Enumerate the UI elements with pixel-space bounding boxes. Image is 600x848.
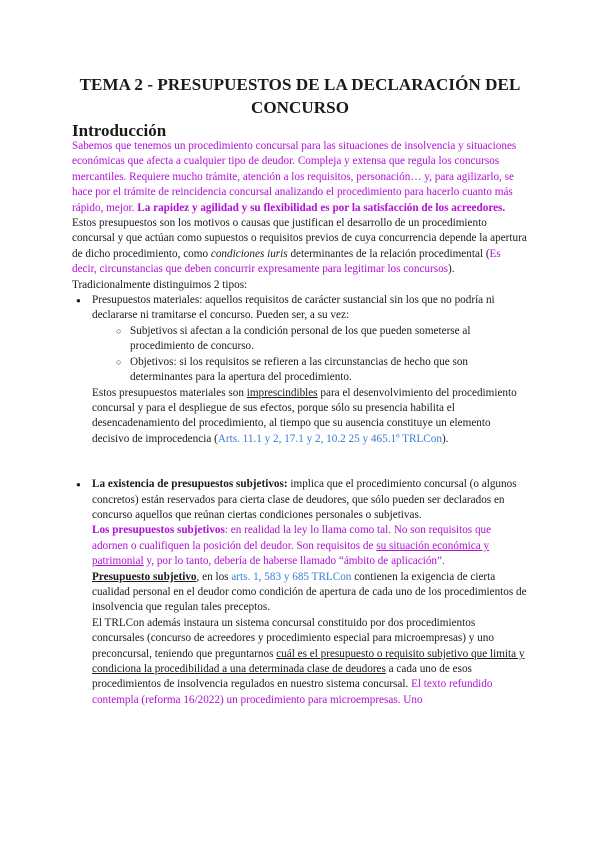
list-item-subjetivos xyxy=(72,477,528,708)
materiales-article-refs: Arts. 11.1 y 2, 17.1 y 2, 10.2 25 y 465.1º TRLCon xyxy=(217,432,442,445)
trlcon-text-a: El TRLCon además instaura un sistema concursal constituido por dos procedimientos concursales (concurso de acreedores y procedimiento especial para microempresas) y uno preconcursal, teniendo que preguntarnos xyxy=(92,616,494,660)
spacer xyxy=(72,462,528,477)
subjetivos-magenta-underline: su situación económica y patrimonial xyxy=(92,539,490,568)
subjetivos-magenta-text-a: : en realidad la ley lo llama como tal. No son requisitos que adornen o cualifiquen la posición del deudor. Son requisitos de xyxy=(92,524,492,552)
list-item-materiales xyxy=(72,293,528,385)
section-heading: Introducción xyxy=(72,121,167,140)
presupuesto-subjetivo-text-b: contienen la exigencia de cierta cualidad personal en el deudor como condición de apertura de cada uno de los procedimientos de insolvencia que regulan tales preceptos. xyxy=(92,570,527,614)
sub-item-objetivos: ○ Objetivos: si los requisitos se refieren a las circunstancias de hecho que son determinantes para la apertura del procedimiento. xyxy=(92,355,528,386)
subjetivos-magenta-text-b: y, por lo tanto, debería de haberse llamado “ámbito de aplicación”. xyxy=(143,555,445,568)
bullet2-lead-text: implica que el procedimiento concursal (o algunos concretos) están reservados para cierta clase de deudores, que sólo pueden ser declarados en concurso aquellos que reúnan ciertas condiciones personales o subjetivas. xyxy=(92,478,517,521)
intro-magenta-text: Sabemos que tenemos un procedimiento concursal para las situaciones de insolvencia y situaciones económicas que afecta a cualquier tipo de deudor. Compleja y extensa que regula los concursos mercantiles. Requiere mucho trámite, atención a los requisitos, personación… y, para agilizarlo, se hace por el trámite de reincidencia concursal analizando el procedimiento para hacerlo cuanto más rápido, mejor. xyxy=(72,140,517,214)
intro-p2-italic: condiciones iuris xyxy=(210,247,288,260)
intro-p2-text-c: ). xyxy=(448,263,455,276)
intro-paragraph-2 xyxy=(72,216,528,278)
bullet-list xyxy=(72,293,528,385)
sub-list xyxy=(92,324,528,386)
bullet-list-2 xyxy=(72,477,528,708)
page-title: TEMA 2 - PRESUPUESTOS DE LA DECLARACIÓN DEL CONCURSO xyxy=(79,75,521,117)
intro-p2-magenta: Es decir, circunstancias que deben concurrir expresamente para legitimar los concursos xyxy=(72,247,501,276)
subjetivos-magenta-bold: Los presupuestos subjetivos xyxy=(92,524,225,537)
trlcon-text-b: a cada uno de esos procedimientos de insolvencia regulados en nuestro sistema concursal. xyxy=(92,663,472,691)
presupuesto-subjetivo-refs: arts. 1, 583 y 685 TRLCon xyxy=(231,570,352,583)
presupuesto-subjetivo-text-a: , en los xyxy=(196,570,232,583)
intro-p2-text-b: determinantes de la relación procedimental ( xyxy=(287,247,490,260)
presupuesto-subjetivo-paragraph xyxy=(92,570,528,616)
trlcon-paragraph xyxy=(92,616,528,708)
trlcon-magenta: El texto refundido contempla (reforma 16/2022) un procedimiento para microempresas. Uno xyxy=(92,678,493,706)
intro-paragraph-3: Tradicionalmente distinguimos 2 tipos: xyxy=(72,278,248,291)
materiales-text-b: para el desenvolvimiento del procedimiento concursal y para el despliegue de sus efectos, porque sólo su presencia habilita el desencadenamiento del procedimiento, al tiempo que su ausencia constituye un elemento decisivo de improcedencia ( xyxy=(92,386,517,445)
bullet1-text: Presupuestos materiales: aquellos requisitos de carácter sustancial sin los que no podría ni declararse ni tramitarse el concurso. Pueden ser, a su vez: xyxy=(92,294,495,322)
presupuesto-subjetivo-bold: Presupuesto subjetivo xyxy=(92,570,197,583)
materiales-text-a: Estos presupuestos materiales son xyxy=(92,386,247,399)
trlcon-underline: cuál es el presupuesto o requisito subjetivo que limita y condiciona la procedibilidad a una determinada clase de deudores xyxy=(92,647,525,675)
intro-p2-text: Estos presupuestos son los motivos o causas que justifican el desarrollo de un procedimiento concursal y que actúan como supuestos o requisitos previos de cuya concurrencia depende la apertura de dicho procedimiento, como xyxy=(72,217,527,260)
intro-bold-text: La rapidez y agilidad y su flexibilidad es por la satisfacción de los acreedores. xyxy=(137,201,506,214)
materiales-explanation xyxy=(72,386,528,448)
sub-item-subjetivos: ○ Subjetivos si afectan a la condición personal de los que pueden someterse al procedimiento de concurso. xyxy=(92,324,528,355)
document-body xyxy=(72,139,528,708)
subjetivos-magenta-paragraph xyxy=(92,523,528,569)
spacer xyxy=(72,447,528,462)
bullet2-bold-lead: La existencia de presupuestos subjetivos: xyxy=(92,478,288,491)
intro-paragraph-1 xyxy=(72,139,528,216)
materiales-underline: imprescindibles xyxy=(246,386,318,399)
materiales-text-c: ). xyxy=(441,432,449,445)
